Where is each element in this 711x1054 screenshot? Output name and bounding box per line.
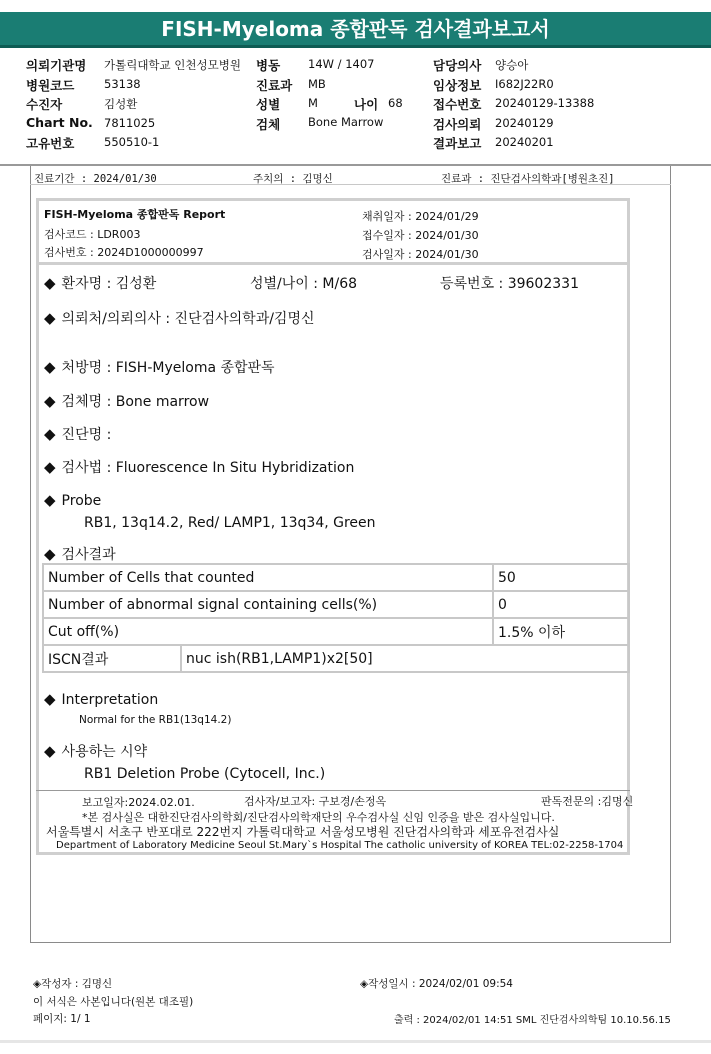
age-label: 나이 [354, 97, 379, 112]
unique-label: 고유번호 [26, 136, 75, 151]
specimen-text: 검체명 : Bone marrow [61, 394, 210, 410]
recipient-value: 김성환 [104, 97, 138, 111]
report-heading: FISH-Myeloma 종합판독 Report [44, 208, 226, 221]
bottom-divider [0, 1040, 711, 1043]
footer-examiner: 검사자/보고자: 구보경/손정옥 [244, 795, 387, 808]
sex-value: M [308, 96, 318, 110]
meta-department: 진료과 : 진단검사의학과[병원초진] [441, 173, 615, 185]
hospital-code-value: 53138 [104, 77, 141, 91]
report-title: FISH-Myeloma 종합판독 검사결과보고서 [0, 12, 711, 48]
ward-value: 14W / 1407 [308, 57, 375, 71]
prescription-line [44, 357, 275, 377]
institution-label: 의뢰기관명 [26, 58, 87, 73]
iscn-label: ISCN결과 [43, 645, 181, 672]
interpretation-heading [44, 690, 158, 708]
specimen-label: 검체 [256, 117, 281, 132]
ward-label: 병동 [256, 58, 281, 73]
report-date-value: 20240201 [495, 135, 554, 149]
diamond-bullet-icon: ◆ [44, 545, 56, 563]
doctor-label: 담당의사 [433, 58, 482, 73]
footer-divider [36, 790, 630, 791]
page-number: 페이지: 1/ 1 [33, 1013, 91, 1025]
report-date-label: 결과보고 [433, 136, 482, 151]
request-label: 검사의뢰 [433, 117, 482, 132]
method-line [44, 457, 354, 477]
copy-note: 이 서식은 사본입니다(원본 대조필) [33, 996, 194, 1008]
dept-label: 진료과 [256, 78, 293, 93]
diamond-bullet-icon: ◆ [44, 358, 56, 376]
reagent-heading [44, 741, 147, 761]
result-value: 50 [493, 564, 629, 591]
lab-address-korean: 서울특별시 서초구 반포대로 222번지 가톨릭대학교 서울성모병원 진단검사의학과 세포유전검사실 [46, 825, 560, 839]
receipt-value: 20240129-13388 [495, 96, 595, 110]
report-header-divider [36, 262, 630, 265]
result-label: Number of Cells that counted [43, 564, 493, 591]
test-code: 검사코드 : LDR003 [44, 228, 141, 241]
probe-line [44, 491, 101, 509]
patient-line [44, 273, 156, 293]
footer-specialist: 판독전문의 :김명신 [541, 795, 634, 808]
hospital-code-label: 병원코드 [26, 78, 75, 93]
receipt-date: 접수일자 : 2024/01/30 [362, 229, 479, 242]
diagnosis-text: 진단명 : [61, 427, 112, 443]
chart-value: 7811025 [104, 116, 156, 130]
written-datetime: ◈작성일시 : 2024/02/01 09:54 [360, 978, 513, 990]
diagnosis-line [44, 424, 111, 444]
patient-name: 환자명 : 김성환 [61, 276, 157, 292]
result-heading [44, 544, 116, 564]
diamond-bullet-icon: ◆ [44, 309, 56, 327]
sex-label: 성별 [256, 97, 281, 112]
author: ◈작성자 : 김명신 [33, 978, 113, 990]
diamond-bullet-icon: ◆ [44, 392, 56, 410]
prescription-text: 처방명 : FISH-Myeloma 종합판독 [61, 360, 275, 376]
dept-value: MB [308, 77, 326, 91]
age-value: 68 [388, 96, 403, 110]
diamond-bullet-icon: ◆ [44, 274, 56, 292]
reagent-text: RB1 Deletion Probe (Cytocell, Inc.) [84, 766, 326, 782]
meta-period: 진료기간 : 2024/01/30 [34, 173, 157, 185]
doctor-value: 양승아 [495, 58, 529, 72]
footer-report-date: 보고일자:2024.02.01. [82, 796, 195, 809]
specimen-line [44, 391, 209, 411]
result-value: 1.5% 이하 [493, 618, 629, 645]
result-label: Cut off(%) [43, 618, 493, 645]
meta-divider [30, 184, 671, 185]
reagent-title: 사용하는 시약 [61, 744, 148, 760]
results-table [42, 563, 630, 673]
lab-address-english: Department of Laboratory Medicine Seoul St.Mary`s Hospital The catholic university of KOREA TEL:02-2258-1704 [56, 840, 624, 851]
result-value: 0 [493, 591, 629, 618]
unique-value: 550510-1 [104, 135, 160, 149]
collect-date: 채취일자 : 2024/01/29 [362, 210, 479, 223]
diamond-bullet-icon: ◆ [44, 690, 56, 708]
diamond-bullet-icon: ◆ [44, 491, 56, 509]
result-label: Number of abnormal signal containing cells(%) [43, 591, 493, 618]
diamond-bullet-icon: ◆ [44, 425, 56, 443]
diamond-bullet-icon: ◆ [44, 458, 56, 476]
test-number: 검사번호 : 2024D1000000997 [44, 246, 204, 259]
referrer-text: 의뢰처/의뢰의사 : 진단검사의학과/김명신 [61, 311, 315, 327]
receipt-label: 접수번호 [433, 97, 482, 112]
table-row [43, 618, 629, 645]
institution-value: 가톨릭대학교 인천성모병원 [104, 58, 241, 72]
meta-attending: 주치의 : 김명신 [253, 173, 333, 185]
diamond-bullet-icon: ◆ [44, 742, 56, 760]
chart-label: Chart No. [26, 115, 93, 130]
registration-number: 등록번호 : 39602331 [440, 276, 579, 292]
table-row [43, 645, 629, 672]
print-info: 출력 : 2024/02/01 14:51 SML 진단검사의학팀 10.10.56.15 [394, 1015, 671, 1026]
probe-text: RB1, 13q14.2, Red/ LAMP1, 13q34, Green [84, 515, 376, 531]
recipient-label: 수진자 [26, 97, 63, 112]
result-title: 검사결과 [61, 547, 116, 563]
exam-date: 검사일자 : 2024/01/30 [362, 248, 479, 261]
probe-title: Probe [61, 493, 102, 509]
specimen-value: Bone Marrow [308, 115, 384, 129]
clinical-label: 임상정보 [433, 78, 482, 93]
referrer-line [44, 308, 315, 328]
table-row [43, 591, 629, 618]
method-text: 검사법 : Fluorescence In Situ Hybridization [61, 460, 355, 476]
iscn-value: nuc ish(RB1,LAMP1)x2[50] [181, 645, 629, 672]
interpretation-text: Normal for the RB1(13q14.2) [79, 714, 232, 726]
table-row [43, 564, 629, 591]
sex-age: 성별/나이 : M/68 [250, 276, 358, 292]
interpretation-title: Interpretation [61, 692, 159, 708]
request-value: 20240129 [495, 116, 554, 130]
certification-note: *본 검사실은 대한진단검사의학회/진단검사의학재단의 우수검사실 신임 인증을 받은 검사실입니다. [82, 811, 555, 824]
clinical-value: I682J22R0 [495, 77, 554, 91]
